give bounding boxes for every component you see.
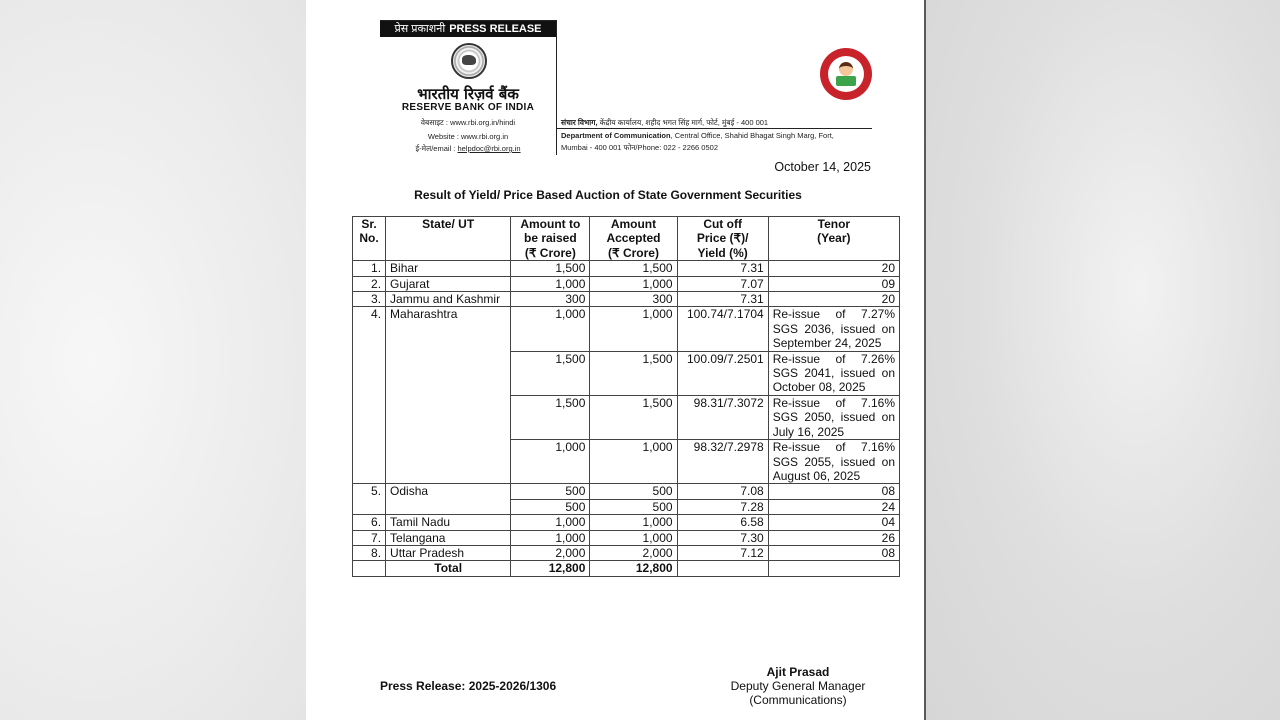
cell-amount: 1,000 bbox=[511, 276, 590, 291]
email-link[interactable]: helpdoc@rbi.org.in bbox=[457, 144, 521, 153]
bank-name-english: RESERVE BANK OF INDIA bbox=[401, 102, 535, 113]
cell-tenor: 24 bbox=[768, 499, 899, 514]
table-row bbox=[353, 292, 900, 307]
table-row bbox=[353, 545, 900, 560]
signatory-department: (Communications) bbox=[749, 693, 847, 707]
cell-amount: 500 bbox=[511, 499, 590, 514]
cell-sr: 6. bbox=[353, 515, 386, 530]
table-total-row bbox=[353, 561, 900, 576]
cell-amount: 1,500 bbox=[511, 261, 590, 276]
cell-tenor: Re-issue of 7.16% SGS 2050, issued on July 16, 2025 bbox=[768, 395, 899, 439]
cell-sr: 8. bbox=[353, 545, 386, 560]
department-english-name: Department of Communication bbox=[561, 131, 671, 140]
cell-amount: 1,500 bbox=[511, 351, 590, 395]
department-english bbox=[561, 131, 834, 140]
cell-accepted: 1,000 bbox=[590, 307, 677, 351]
table-row bbox=[353, 515, 900, 530]
cell-amount: 1,000 bbox=[511, 307, 590, 351]
cell-accepted: 500 bbox=[590, 484, 677, 499]
col-cutoff: Cut off Price (₹)/ Yield (%) bbox=[677, 217, 768, 261]
cell-sr: 3. bbox=[353, 292, 386, 307]
cell-state: Uttar Pradesh bbox=[386, 545, 511, 560]
release-date: October 14, 2025 bbox=[774, 160, 871, 174]
cell-state: Gujarat bbox=[386, 276, 511, 291]
cell-accepted: 500 bbox=[590, 499, 677, 514]
cell-cutoff: 7.07 bbox=[677, 276, 768, 291]
cell-tenor: 26 bbox=[768, 530, 899, 545]
cell-sr: 7. bbox=[353, 530, 386, 545]
total-accepted: 12,800 bbox=[590, 561, 677, 576]
cell-tenor: 04 bbox=[768, 515, 899, 530]
cell-accepted: 1,000 bbox=[590, 530, 677, 545]
cell-amount: 1,000 bbox=[511, 440, 590, 484]
table-row bbox=[353, 307, 900, 351]
table-row bbox=[353, 261, 900, 276]
department-english-address: , Central Office, Shahid Bhagat Singh Marg, Fort, bbox=[670, 131, 834, 140]
cell-cutoff: 6.58 bbox=[677, 515, 768, 530]
table-row bbox=[353, 530, 900, 545]
background-right bbox=[926, 0, 1280, 720]
cell-amount: 1,500 bbox=[511, 395, 590, 439]
cell-tenor: Re-issue of 7.26% SGS 2041, issued on October 08, 2025 bbox=[768, 351, 899, 395]
cell-state: Telangana bbox=[386, 530, 511, 545]
cell-accepted: 1,500 bbox=[590, 351, 677, 395]
press-release-banner bbox=[380, 21, 556, 37]
bank-name-hindi: भारतीय रिज़र्व बैंक bbox=[417, 85, 519, 103]
cell-amount: 2,000 bbox=[511, 545, 590, 560]
cell-cutoff: 7.30 bbox=[677, 530, 768, 545]
cell-cutoff: 7.31 bbox=[677, 261, 768, 276]
cell-accepted: 1,000 bbox=[590, 515, 677, 530]
cell-sr: 4. bbox=[353, 307, 386, 484]
cell-tenor: 09 bbox=[768, 276, 899, 291]
cell-accepted: 300 bbox=[590, 292, 677, 307]
cell-accepted: 1,000 bbox=[590, 440, 677, 484]
cell-accepted: 1,500 bbox=[590, 395, 677, 439]
cell-tenor: 08 bbox=[768, 545, 899, 560]
total-amount: 12,800 bbox=[511, 561, 590, 576]
cell-amount: 1,000 bbox=[511, 515, 590, 530]
cell-state: Maharashtra bbox=[386, 307, 511, 484]
header-divider bbox=[556, 128, 872, 129]
col-amount-raised: Amount to be raised (₹ Crore) bbox=[511, 217, 590, 261]
beti-bachao-logo-icon bbox=[820, 48, 872, 100]
cell-cutoff: 7.12 bbox=[677, 545, 768, 560]
cell-accepted: 1,500 bbox=[590, 261, 677, 276]
cell-sr: 2. bbox=[353, 276, 386, 291]
press-release-page bbox=[306, 0, 926, 720]
cell-state: Tamil Nadu bbox=[386, 515, 511, 530]
cell-cutoff: 7.28 bbox=[677, 499, 768, 514]
website: Website : www.rbi.org.in bbox=[427, 132, 509, 141]
table-row bbox=[353, 484, 900, 499]
col-amount-accepted: Amount Accepted (₹ Crore) bbox=[590, 217, 677, 261]
rbi-letterhead bbox=[380, 20, 557, 155]
cell-state: Bihar bbox=[386, 261, 511, 276]
cell-accepted: 1,000 bbox=[590, 276, 677, 291]
cell-accepted: 2,000 bbox=[590, 545, 677, 560]
auction-results-table bbox=[352, 216, 900, 577]
cell-state: Odisha bbox=[386, 484, 511, 515]
cell-cutoff: 7.31 bbox=[677, 292, 768, 307]
press-release-number: Press Release: 2025-2026/1306 bbox=[380, 679, 557, 693]
col-state: State/ UT bbox=[386, 217, 511, 261]
email-label: ई-मेल/email : bbox=[415, 144, 458, 153]
email-line bbox=[380, 144, 556, 154]
cell-amount: 500 bbox=[511, 484, 590, 499]
signatory-title: Deputy General Manager bbox=[730, 679, 866, 693]
cell-cutoff: 100.74/7.1704 bbox=[677, 307, 768, 351]
cell-tenor: Re-issue of 7.16% SGS 2055, issued on August 06, 2025 bbox=[768, 440, 899, 484]
signatory-name: Ajit Prasad bbox=[766, 665, 830, 679]
col-tenor: Tenor (Year) bbox=[768, 217, 899, 261]
department-hindi bbox=[561, 118, 768, 128]
banner-english: PRESS RELEASE bbox=[449, 23, 542, 35]
cell-sr: 5. bbox=[353, 484, 386, 515]
cell-tenor: 08 bbox=[768, 484, 899, 499]
col-sr-no: Sr. No. bbox=[353, 217, 386, 261]
cell-amount: 300 bbox=[511, 292, 590, 307]
total-label: Total bbox=[386, 561, 511, 576]
document-title: Result of Yield/ Price Based Auction of State Government Securities bbox=[414, 188, 802, 202]
cell-tenor: 20 bbox=[768, 261, 899, 276]
cell-tenor: 20 bbox=[768, 292, 899, 307]
background-left bbox=[0, 0, 306, 720]
table-header-row bbox=[353, 217, 900, 261]
website-hindi: वेबसाइट : www.rbi.org.in/hindi bbox=[420, 118, 516, 127]
department-hindi-address: केंद्रीय कार्यालय, शहीद भगत सिंह मार्ग, फोर्ट, मुंबई - 400 001 bbox=[597, 118, 769, 127]
department-hindi-name: संचार विभाग, bbox=[561, 118, 598, 127]
cell-state: Jammu and Kashmir bbox=[386, 292, 511, 307]
cell-sr: 1. bbox=[353, 261, 386, 276]
cell-amount: 1,000 bbox=[511, 530, 590, 545]
banner-hindi: प्रेस प्रकाशनी bbox=[394, 23, 446, 35]
cell-cutoff: 100.09/7.2501 bbox=[677, 351, 768, 395]
department-phone: Mumbai - 400 001 फोन/Phone: 022 - 2266 0502 bbox=[561, 143, 718, 152]
rbi-emblem-icon bbox=[451, 43, 487, 79]
cell-cutoff: 7.08 bbox=[677, 484, 768, 499]
cell-cutoff: 98.31/7.3072 bbox=[677, 395, 768, 439]
cell-cutoff: 98.32/7.2978 bbox=[677, 440, 768, 484]
table-row bbox=[353, 276, 900, 291]
cell-tenor: Re-issue of 7.27% SGS 2036, issued on September 24, 2025 bbox=[768, 307, 899, 351]
